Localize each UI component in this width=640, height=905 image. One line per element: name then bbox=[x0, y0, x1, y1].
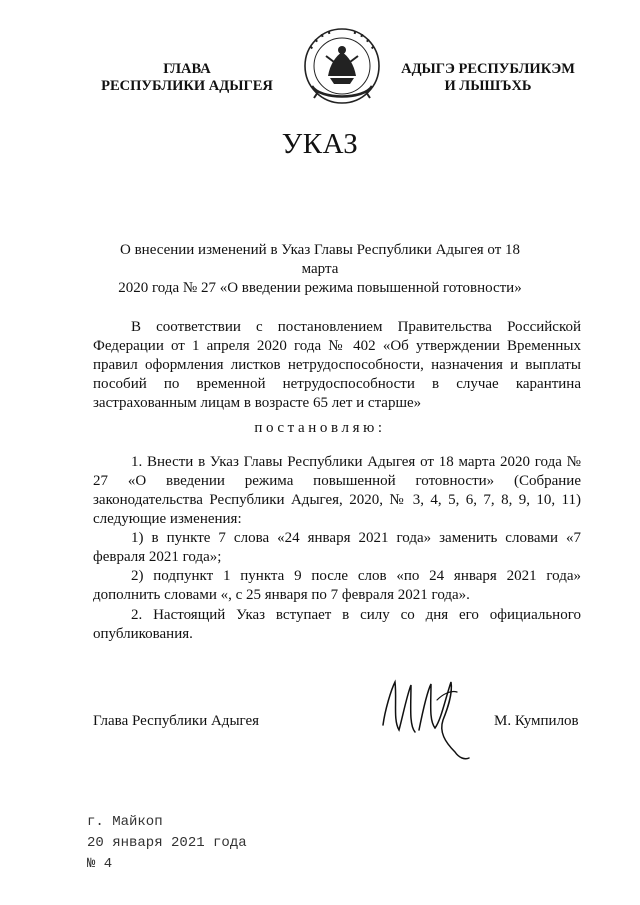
item-1-subitem-1: 1) в пункте 7 слова «24 января 2021 года» заменить словами «7 февраля 2021 года»; bbox=[93, 530, 581, 565]
header-left bbox=[82, 61, 292, 95]
signatory-position: Глава Республики Адыгея bbox=[93, 713, 260, 729]
header-right bbox=[388, 61, 588, 95]
item-1-text: 1. Внести в Указ Главы Республики Адыгея от 18 марта 2020 года № 27 «О введении режима повышенной готовности» (Собрание законодательства Республики Адыгея, 2020, № 3, 4, 5, 6, 7, 8, 9, 10, 11) следующие изменения: bbox=[93, 454, 581, 527]
item-1-subitem-2: 2) подпункт 1 пункта 9 после слов «по 24 января 2021 года» дополнить словами «, с 25 января по 7 февраля 2021 года». bbox=[93, 568, 581, 603]
document-title: УКАЗ bbox=[281, 128, 359, 160]
header-right-line1: АДЫГЭ РЕСПУБЛИКЭМ bbox=[401, 61, 575, 77]
document-subject bbox=[100, 241, 540, 298]
subject-line2: 2020 года № 27 «О введении режима повышенной готовности» bbox=[118, 280, 522, 296]
signatory-name: М. Кумпилов bbox=[494, 713, 579, 729]
subject-line1: О внесении изменений в Указ Главы Республики Адыгея от 18 марта bbox=[120, 242, 520, 277]
header-left-line1: ГЛАВА bbox=[163, 61, 211, 77]
preamble-paragraph: В соответствии с постановлением Правительства Российской Федерации от 1 апреля 2020 года № 402 «Об утверждении Временных правил оформления листков нетрудоспособности, назначения и выплаты пособий по временной нетрудоспособности в случае карантина застрахованным лицам в возрасте 65 лет и старше» bbox=[93, 319, 581, 411]
footer-city: г. Майкоп bbox=[87, 814, 163, 830]
decree-word: постановляю: bbox=[254, 420, 386, 436]
handwritten-signature bbox=[373, 670, 483, 765]
footer-number: № 4 bbox=[87, 856, 113, 872]
header-right-line2: И ЛЫШЪХЬ bbox=[444, 78, 532, 94]
coat-of-arms-emblem bbox=[300, 26, 384, 110]
footer-date: 20 января 2021 года bbox=[87, 835, 247, 851]
item-1-block bbox=[93, 453, 581, 605]
header-left-line2: РЕСПУБЛИКИ АДЫГЕЯ bbox=[101, 78, 273, 94]
item-2-text: 2. Настоящий Указ вступает в силу со дня его официального опубликования. bbox=[93, 607, 581, 642]
